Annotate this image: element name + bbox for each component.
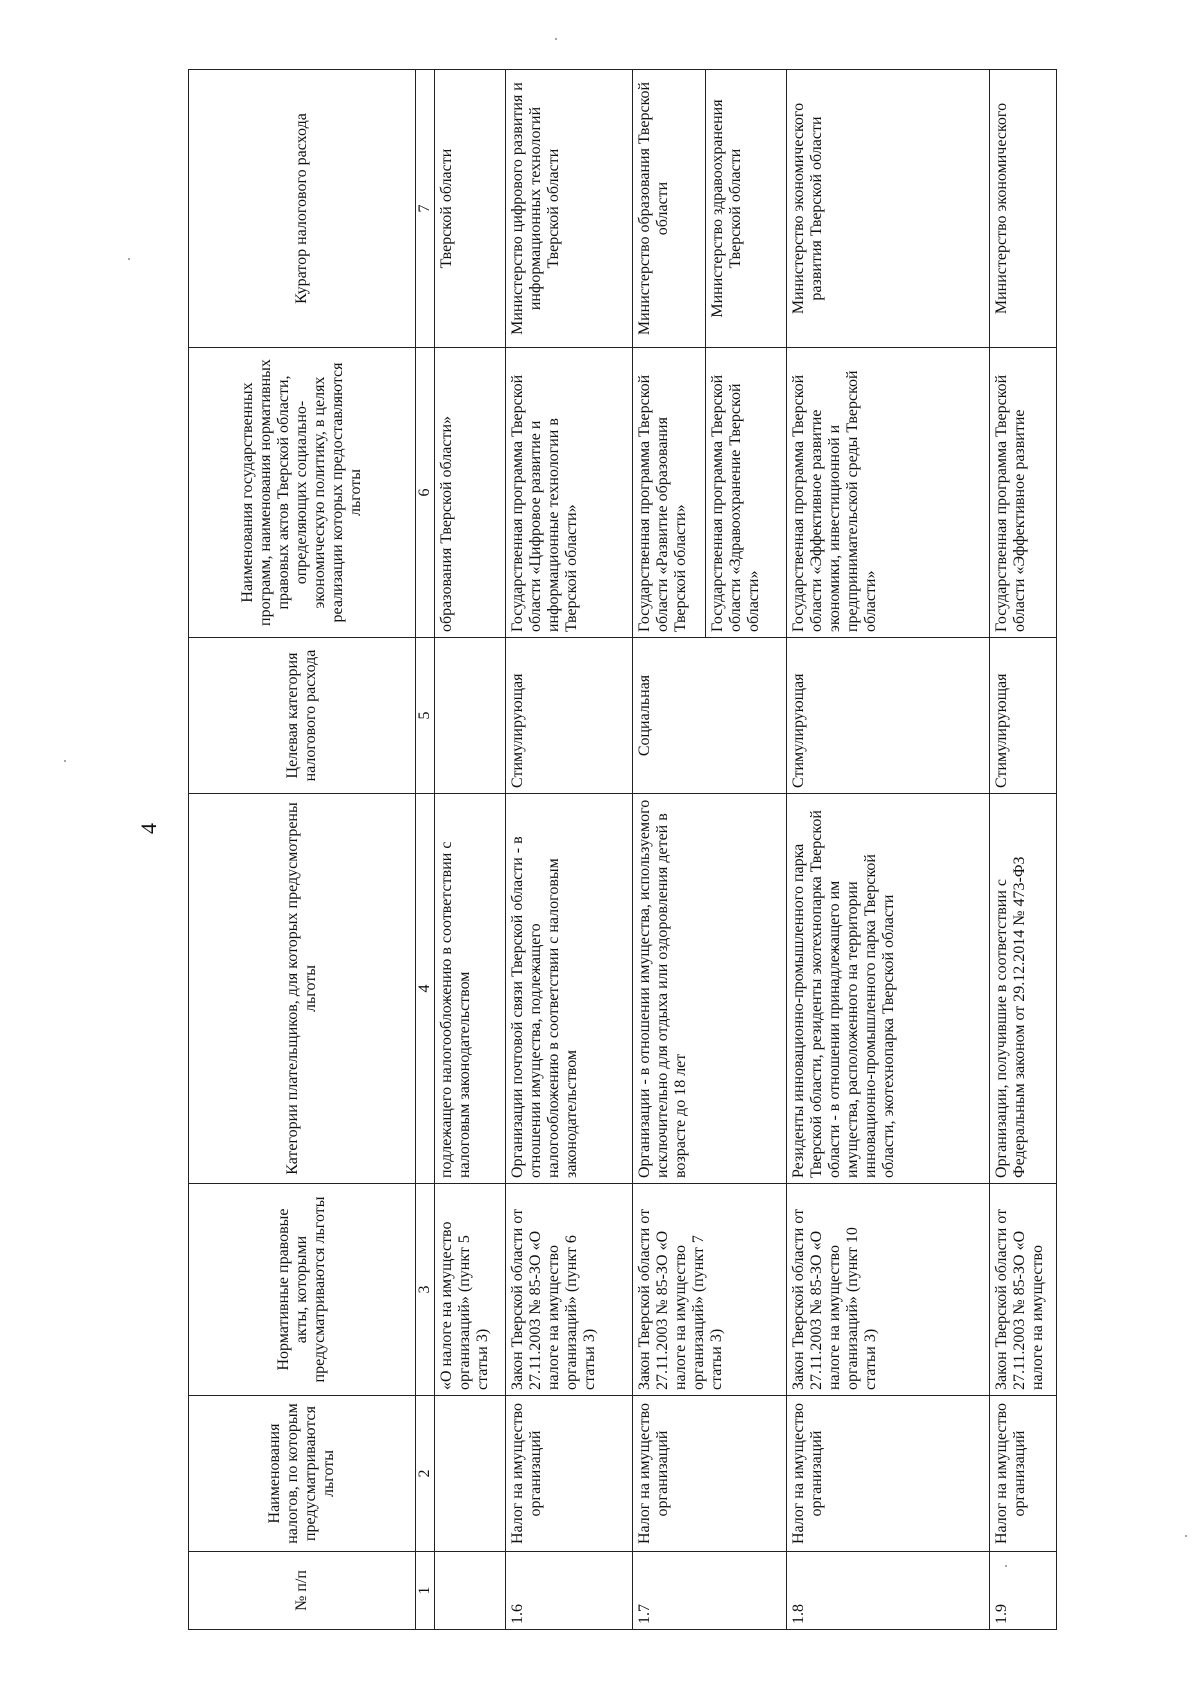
payer-category: Организации почтовой связи Тверской области - в отношении имущества, подлежащего налогообложению в соответствии с налоговым законодательством <box>506 794 633 1184</box>
target-category: Стимулирующая <box>787 638 990 794</box>
header-number: № п/п <box>189 1552 416 1630</box>
payer-category: Резиденты инновационно-промышленного парка Тверской области, резиденты экотехнопарка Тверской области - в отношении принадлежащего им имущества, расположенного на территории инновационно-промышленного парка Тверской области, экотехнопарка Тверской области <box>787 794 990 1184</box>
curator: Министерство цифрового развития и информационных технологий Тверской области <box>506 70 633 348</box>
tax-name <box>435 1396 506 1552</box>
target-category <box>435 638 506 794</box>
legal-act: Закон Тверской области от 27.11.2003 № 85-ЗО «О налоге на имущество организаций» (пункт 10 статьи 3) <box>787 1184 990 1396</box>
table-row-1-8 <box>787 70 990 1630</box>
column-number: 5 <box>416 638 435 794</box>
header-target-category: Целевая категория налогового расхода <box>189 638 416 794</box>
state-program: Государственная программа Тверской области «Эффективное развитие экономики, инвестиционной и предпринимательской среды Тверской области» <box>787 348 990 638</box>
curator: Министерство здравоохранения Тверской области <box>706 70 787 348</box>
scan-speck <box>1005 1565 1007 1567</box>
header-tax-name: Наименования налогов, по которым предусматриваются льготы <box>189 1396 416 1552</box>
payer-category: Организации - в отношении имущества, используемого исключительно для отдыха или оздоровления детей в возрасте до 18 лет <box>633 794 787 1184</box>
page-number: 4 <box>136 823 161 834</box>
header-legal-acts: Нормативные правовые акты, которыми предусматриваются льготы <box>189 1184 416 1396</box>
target-category: Стимулирующая <box>506 638 633 794</box>
legal-act: «О налоге на имущество организаций» (пункт 5 статьи 3) <box>435 1184 506 1396</box>
state-program: Государственная программа Тверской области «Эффективное развитие <box>990 348 1057 638</box>
table-row-1-7 <box>633 70 706 1630</box>
table-row-1-6 <box>506 70 633 1630</box>
tax-name: Налог на имущество организаций <box>787 1396 990 1552</box>
payer-category: подлежащего налогообложению в соответствии с налоговым законодательством <box>435 794 506 1184</box>
curator: Тверской области <box>435 70 506 348</box>
state-program: Государственная программа Тверской области «Развитие образования Тверской области» <box>633 348 706 638</box>
scan-speck <box>128 258 130 260</box>
row-number: 1.6 <box>506 1552 633 1630</box>
legal-act: Закон Тверской области от 27.11.2003 № 85-ЗО «О налоге на имущество организаций» (пункт 6 статьи 3) <box>506 1184 633 1396</box>
column-number-row <box>416 70 435 1630</box>
legal-act: Закон Тверской области от 27.11.2003 № 85-ЗО «О налоге на имущество организаций» (пункт 7 статьи 3) <box>633 1184 787 1396</box>
scan-speck <box>555 38 557 40</box>
table-row-continuation <box>435 70 506 1630</box>
table-header-row <box>189 70 416 1630</box>
target-category: Стимулирующая <box>990 638 1057 794</box>
legal-act: Закон Тверской области от 27.11.2003 № 85-ЗО «О налоге на имущество <box>990 1184 1057 1396</box>
target-category: Социальная <box>633 638 787 794</box>
tax-name: Налог на имущество организаций <box>633 1396 787 1552</box>
scan-speck <box>1185 1535 1187 1537</box>
column-number: 1 <box>416 1552 435 1630</box>
state-program: Государственная программа Тверской области «Здравоохранение Тверской области» <box>706 348 787 638</box>
row-number: 1.8 <box>787 1552 990 1630</box>
tax-expenditure-table-container <box>188 70 1084 1630</box>
row-number <box>435 1552 506 1630</box>
state-program: Государственная программа Тверской области «Цифровое развитие и информационные технологии в Тверской области» <box>506 348 633 638</box>
row-number: 1.9 <box>990 1552 1057 1630</box>
curator: Министерство экономического <box>990 70 1057 348</box>
header-payer-categories: Категории плательщиков, для которых предусмотрены льготы <box>189 794 416 1184</box>
state-program: образования Тверской области» <box>435 348 506 638</box>
header-curator: Куратор налогового расхода <box>189 70 416 348</box>
curator: Министерство экономического развития Тверской области <box>787 70 990 348</box>
table-row-1-9 <box>990 70 1057 1630</box>
column-number: 3 <box>416 1184 435 1396</box>
header-state-programs: Наименования государственных программ, наименования нормативных правовых актов Тверской области, определяющих социально-экономическую политику, в целях реализации которых предоставляются льготы <box>189 348 416 638</box>
tax-name: Налог на имущество организаций <box>990 1396 1057 1552</box>
column-number: 4 <box>416 794 435 1184</box>
row-number: 1.7 <box>633 1552 787 1630</box>
column-number: 2 <box>416 1396 435 1552</box>
tax-expenditure-table <box>188 69 1057 1630</box>
column-number: 7 <box>416 70 435 348</box>
curator: Министерство образования Тверской области <box>633 70 706 348</box>
scan-speck <box>64 760 66 762</box>
tax-name: Налог на имущество организаций <box>506 1396 633 1552</box>
payer-category: Организации, получившие в соответствии с Федеральным законом от 29.12.2014 № 473-ФЗ <box>990 794 1057 1184</box>
column-number: 6 <box>416 348 435 638</box>
